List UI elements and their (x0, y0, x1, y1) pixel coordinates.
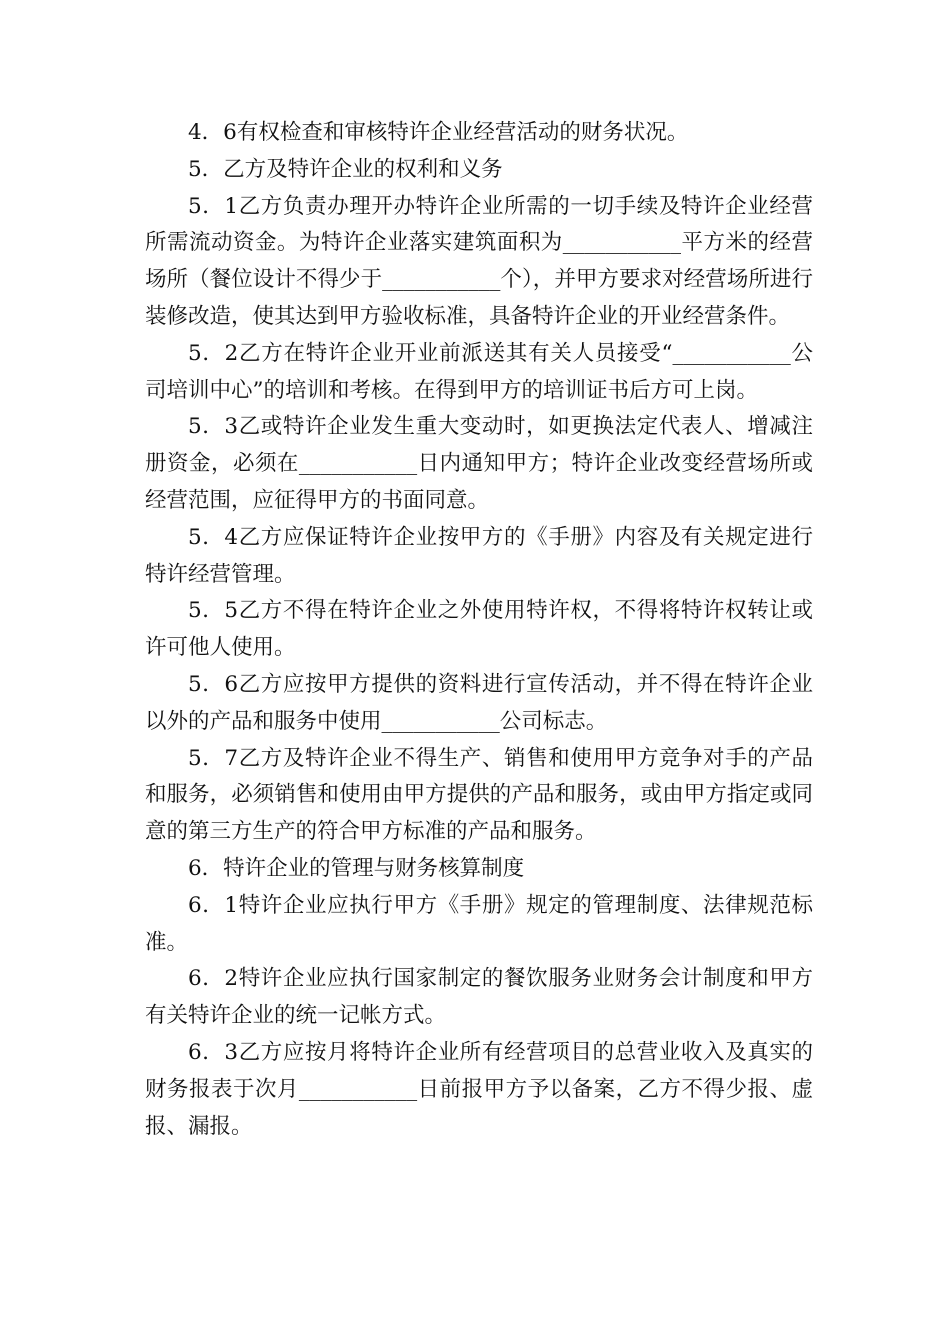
section-heading-6: 6．特许企业的管理与财务核算制度 (188, 855, 525, 881)
paragraph-5-2: 5．2乙方在特许企业开业前派送其有关人员接受“___________公司培训中心”的培训和考核。在得到甲方的培训证书后方可上岗。 (145, 340, 813, 403)
section-heading-5: 5．乙方及特许企业的权利和义务 (188, 156, 503, 182)
paragraph-6-3: 6．3乙方应按月将特许企业所有经营项目的总营业收入及真实的财务报表于次月___________日前报甲方予以备案，乙方不得少报、虚报、漏报。 (145, 1039, 813, 1139)
paragraph-5-3: 5．3乙或特许企业发生重大变动时，如更换法定代表人、增减注册资金，必须在___________日内通知甲方；特许企业改变经营场所或经营范围，应征得甲方的书面同意。 (145, 414, 813, 513)
paragraph-5-7: 5．7乙方及特许企业不得生产、销售和使用甲方竞争对手的产品和服务，必须销售和使用由甲方提供的产品和服务，或由甲方指定或同意的第三方生产的符合甲方标准的产品和服务。 (145, 745, 813, 845)
paragraph-5-4: 5．4乙方应保证特许企业按甲方的《手册》内容及有关规定进行特许经营管理。 (145, 524, 813, 587)
paragraph-6-2: 6．2特许企业应执行国家制定的餐饮服务业财务会计制度和甲方有关特许企业的统一记帐方式。 (145, 966, 813, 1029)
paragraph-6-1: 6．1特许企业应执行甲方《手册》规定的管理制度、法律规范标准。 (145, 892, 813, 955)
paragraph-5-6: 5．6乙方应按甲方提供的资料进行宣传活动，并不得在特许企业以外的产品和服务中使用___________公司标志。 (145, 671, 813, 734)
paragraph-5-5: 5．5乙方不得在特许企业之外使用特许权，不得将特许权转让或许可他人使用。 (145, 598, 813, 661)
paragraph-5-1: 5．1乙方负责办理开办特许企业所需的一切手续及特许企业经营所需流动资金。为特许企业落实建筑面积为___________平方米的经营场所（餐位设计不得少于___________个），并甲方要求对经营场所进行装修改造，使其达到甲方验收标准，具备特许企业的开业经营条件。 (145, 193, 813, 329)
document-page (145, 115, 813, 1145)
paragraph-4-6: 4．6有权检查和审核特许企业经营活动的财务状况。 (188, 120, 689, 145)
